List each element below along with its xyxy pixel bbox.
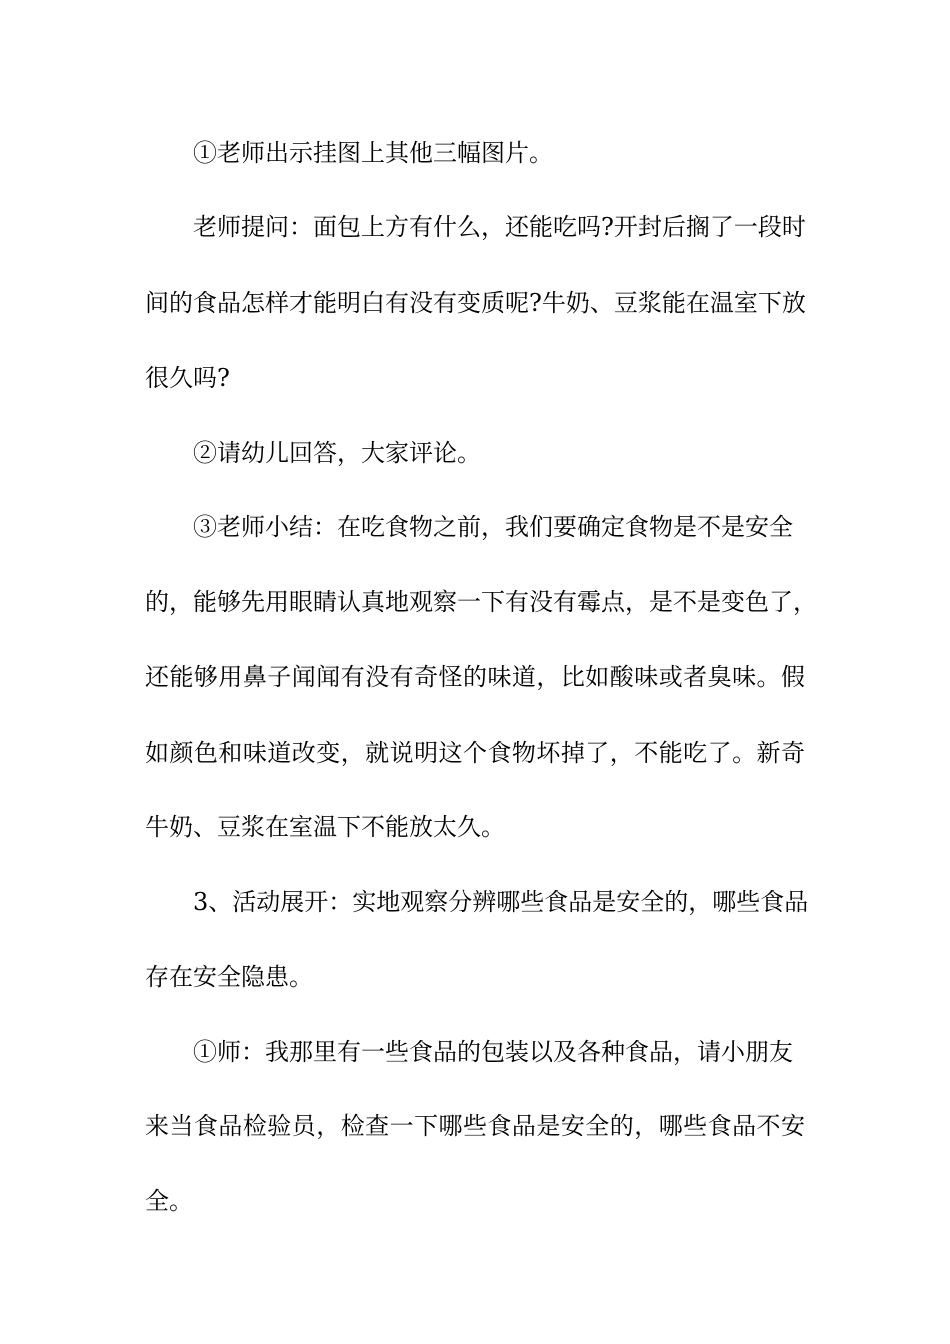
text-line: 存在安全隐患。 — [145, 963, 313, 991]
text-line: 牛奶、豆浆在室温下不能放太久。 — [145, 813, 505, 841]
text-line: ①老师出示挂图上其他三幅图片。 — [193, 139, 553, 167]
text-line: 还能够用鼻子闻闻有没有奇怪的味道，比如酸味或者臭味。假 — [145, 663, 805, 691]
text-line: 来当食品检验员，检查一下哪些食品是安全的，哪些食品不安 — [145, 1112, 805, 1140]
text-line: 全。 — [145, 1187, 193, 1215]
text-line: 3、活动展开：实地观察分辨哪些食品是安全的，哪些食品 — [193, 888, 809, 916]
text-line: 的，能够先用眼睛认真地观察一下有没有霉点，是不是变色了， — [145, 588, 817, 616]
text-line: ③老师小结：在吃食物之前，我们要确定食物是不是安全 — [193, 513, 793, 541]
text-line: 如颜色和味道改变，就说明这个食物坏掉了，不能吃了。新奇 — [145, 739, 805, 767]
text-line: 很久吗? — [145, 364, 230, 392]
text-line: ①师：我那里有一些食品的包装以及各种食品，请小朋友 — [193, 1038, 793, 1066]
text-line: 间的食品怎样才能明白有没有变质呢?牛奶、豆浆能在温室下放 — [145, 289, 806, 317]
text-line: 老师提问：面包上方有什么，还能吃吗?开封后搁了一段时 — [193, 213, 806, 241]
text-line: ②请幼儿回答，大家评论。 — [193, 439, 481, 467]
